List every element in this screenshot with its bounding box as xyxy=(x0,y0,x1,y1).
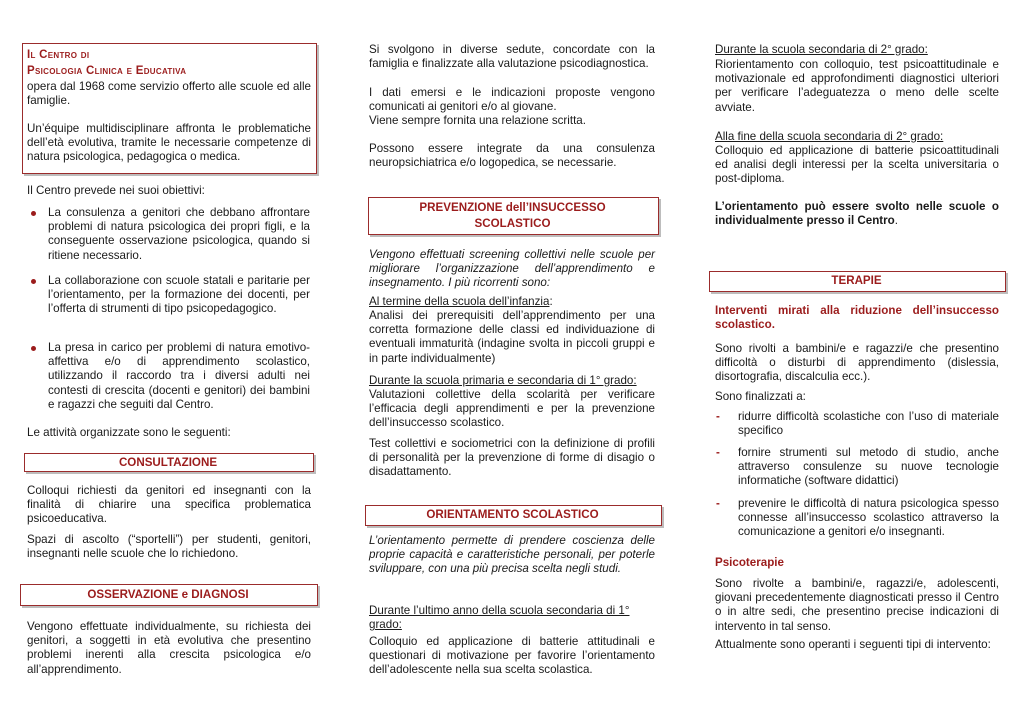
objective-item-1: La consulenza a genitori che debbano affrontare problemi di natura psicologica dei propri figli, e la conseguente osservazione psicologica, quando si ritiene necessario. xyxy=(48,206,310,262)
intro-title-line2: Psicologia Clinica e Educativa xyxy=(27,65,187,77)
consultazione-heading: CONSULTAZIONE xyxy=(118,456,218,469)
terapie-item-3: prevenire le difficoltà di natura psicologica spesso connesse all’insuccesso scolastico attraverso la comunicazione a genitori e/o insegnanti. xyxy=(738,497,999,539)
infanzia-label: Al termine della scuola dell’infanzia xyxy=(369,295,550,308)
diagnosi-paragraph-3: Viene sempre fornita una relazione scritta. xyxy=(369,114,586,127)
osservazione-heading: OSSERVAZIONE e DIAGNOSI xyxy=(87,588,249,601)
infanzia-heading xyxy=(369,295,655,309)
test-collettivi-text: Test collettivi e sociometrici con la definizione di profili di personalità per la prevenzione di forme di disagio o disadattamento. xyxy=(369,437,655,479)
intro-title-line1: Il Centro di xyxy=(27,49,90,61)
diagnosi-paragraph-2: I dati emersi e le indicazioni proposte vengono comunicati ai genitori e/o al giovane. xyxy=(369,86,655,114)
secondaria-2-text: Riorientamento con colloquio, test psicoattitudinale e motivazionale ed approfondimenti diagnostici ulteriori per verificare l’adeguatezza o meno delle scelte avviate. xyxy=(715,58,999,114)
prevenzione-heading-line2: SCOLASTICO xyxy=(474,217,551,230)
objective-bullet-1 xyxy=(31,211,36,216)
infanzia-colon: : xyxy=(549,295,553,308)
terapie-lead: Sono finalizzati a: xyxy=(715,390,806,403)
psicoterapie-paragraph-2: Attualmente sono operanti i seguenti tipi di intervento: xyxy=(715,638,991,651)
objective-bullet-3 xyxy=(31,346,36,351)
objective-item-3: La presa in carico per problemi di natura emotivo-affettiva e/o di apprendimento scolastico, utilizzando il raccordo tra i diversi adulti nei contesti di crescita (docenti e genitori) dei bambini e ragazzi che seguiti dal Centro. xyxy=(48,341,310,411)
terapie-dash-1: - xyxy=(716,410,720,423)
consultazione-paragraph-1: Colloqui richiesti da genitori ed insegnanti con la finalità di chiarire una specifica problematica psicoeducativa. xyxy=(27,484,311,526)
orientamento-intro: L’orientamento permette di prendere coscienza delle proprie capacità e caratteristiche personali, per poterle sviluppare, con una più precisa scelta negli studi. xyxy=(369,534,655,576)
ultimo-anno-text: Colloquio ed applicazione di batterie attitudinali e questionari di motivazione per favorire l’orientamento dell’adolescente nella sua scelta scolastica. xyxy=(369,635,655,677)
objectives-lead: Il Centro prevede nei suoi obiettivi: xyxy=(27,184,205,197)
terapie-paragraph-1: Sono rivolti a bambini/e e ragazzi/e che presentino difficoltà o disturbi di apprendimento (dislessia, disortografia, discalculia ecc.). xyxy=(715,342,999,384)
diagnosi-paragraph-4: Possono essere integrate da una consulenza neuropsichiatrica e/o logopedica, se necessarie. xyxy=(369,142,655,170)
terapie-heading: TERAPIE xyxy=(831,274,882,287)
orientamento-note xyxy=(715,200,999,228)
terapie-dash-3: - xyxy=(716,497,720,510)
psicoterapie-heading: Psicoterapie xyxy=(715,556,784,569)
objective-item-2: La collaborazione con scuole statali e paritarie per l’orientamento, per la formazione dei docenti, per l’offerta di strumenti di tipo psicopedagogico. xyxy=(48,274,310,316)
orientamento-note-end: . xyxy=(894,214,898,228)
activities-lead: Le attività organizzate sono le seguenti: xyxy=(27,426,231,439)
secondaria-2-label: Durante la scuola secondaria di 2° grado: xyxy=(715,43,928,56)
terapie-item-1: ridurre difficoltà scolastiche con l’uso di materiale specifico xyxy=(738,410,999,438)
consultazione-paragraph-2: Spazi di ascolto (“sportelli”) per studenti, genitori, insegnanti nelle scuole che lo richiedono. xyxy=(27,533,311,561)
intro-paragraph-1: opera dal 1968 come servizio offerto alle scuole ed alle famiglie. xyxy=(27,80,311,108)
ultimo-anno-label: Durante l’ultimo anno della scuola secondaria di 1° grado: xyxy=(369,604,630,632)
orientamento-note-text: L’orientamento può essere svolto nelle scuole o individualmente presso il Centro xyxy=(715,200,999,228)
orientamento-heading: ORIENTAMENTO SCOLASTICO xyxy=(426,508,599,521)
terapie-dash-2: - xyxy=(716,446,720,459)
infanzia-text: Analisi dei prerequisiti dell’apprendimento per una corretta formazione delle classi ed individuazione di eventuali immaturità (indagine svolta in piccoli gruppi e in parte individualmente) xyxy=(369,309,655,365)
intro-paragraph-2: Un’équipe multidisciplinare affronta le problematiche dell’età evolutiva, tramite le necessarie competenze di natura psicologica, pedagogica o medica. xyxy=(27,122,311,164)
primaria-label: Durante la scuola primaria e secondaria di 1° grado: xyxy=(369,374,637,387)
fine-secondaria-text: Colloquio ed applicazione di batterie psicoattitudinali ed analisi degli interessi per la scelta universitaria o post-diploma. xyxy=(715,144,999,186)
prevenzione-heading-line1: PREVENZIONE dell’INSUCCESSO xyxy=(419,201,606,214)
terapie-subtitle: Interventi mirati alla riduzione dell’insuccesso scolastico. xyxy=(715,304,999,332)
psicoterapie-paragraph-1: Sono rivolte a bambini/e, ragazzi/e, adolescenti, giovani precedentemente diagnosticati presso il Centro o in altre sedi, che presentino precise indicazioni di intervento in tal senso. xyxy=(715,577,999,633)
fine-secondaria-label: Alla fine della scuola secondaria di 2° grado: xyxy=(715,130,944,143)
primaria-text: Valutazioni collettive della scolarità per verificare l’efficacia degli apprendimenti e per la prevenzione dell’insuccesso scolastico. xyxy=(369,388,655,430)
objective-bullet-2 xyxy=(31,279,36,284)
osservazione-paragraph-1: Vengono effettuate individualmente, su richiesta dei genitori, a soggetti in età evolutiva che presentino problemi inerenti alla crescita psicologica e/o all’apprendimento. xyxy=(27,620,311,676)
prevenzione-intro: Vengono effettuati screening collettivi nelle scuole per migliorare l’organizzazione dell’apprendimento e insegnamento. I più ricorrenti sono: xyxy=(369,248,655,290)
terapie-item-2: fornire strumenti sul metodo di studio, anche attraverso consulenze su nuove tecnologie informatiche (software didattici) xyxy=(738,446,999,488)
diagnosi-paragraph-1: Si svolgono in diverse sedute, concordate con la famiglia e finalizzate alla valutazione psicodiagnostica. xyxy=(369,43,655,71)
